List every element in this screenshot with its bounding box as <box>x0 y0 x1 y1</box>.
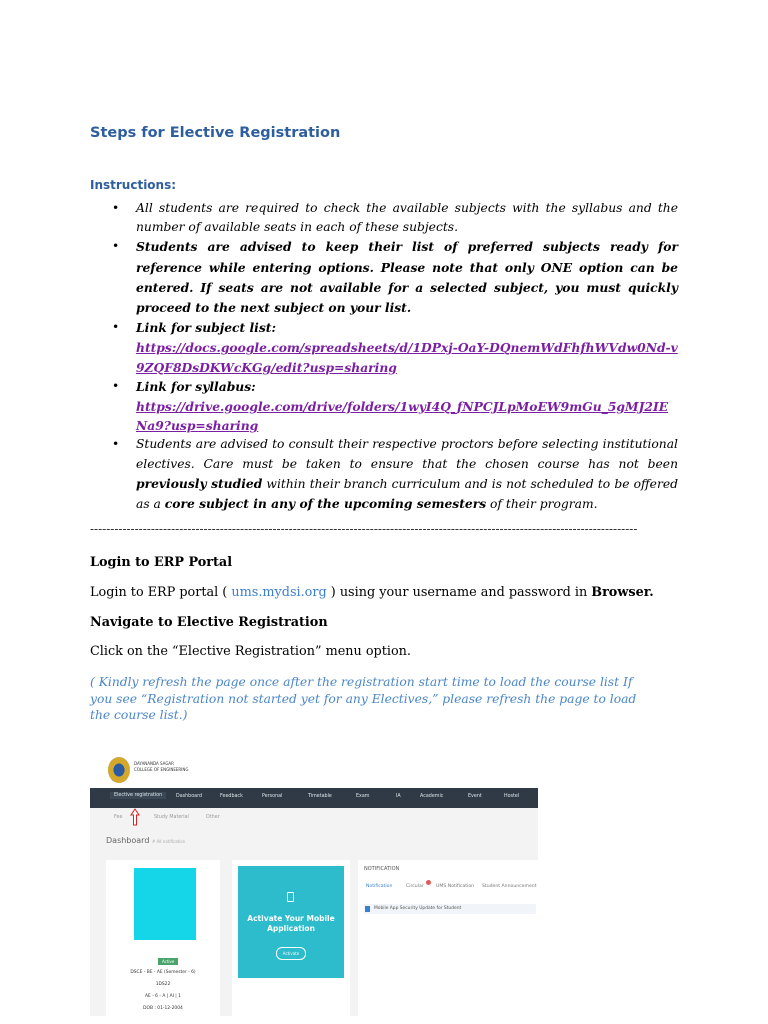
bullet-text: All students are required to check the available subjects with the syllabus and the number of available seats in each of these subjects. <box>136 201 678 235</box>
profile-line: DOB : 01-12-2004 <box>143 1006 183 1011</box>
login-text-after: ) using your username and password in <box>326 585 592 600</box>
tab-circular[interactable]: Circular <box>406 884 424 889</box>
navigate-heading: Navigate to Elective Registration <box>90 615 328 630</box>
screenshot-header <box>90 752 538 788</box>
notification-dot <box>426 880 431 885</box>
document-icon <box>365 906 370 912</box>
login-heading: Login to ERP Portal <box>90 555 233 570</box>
bullet-text: of their program. <box>486 497 598 512</box>
tab-ums-notification[interactable]: UMS Notification <box>436 884 475 889</box>
sub-fee[interactable]: Fee <box>114 815 123 820</box>
notification-row-text: Mobile App Security Update for Student <box>374 906 462 911</box>
browser-text: Browser. <box>591 585 654 600</box>
divider: --------------------------------------------------------------------------------------------------------------------------------------- <box>90 522 638 536</box>
college-name-line: DAYANANDA SAGAR <box>134 761 174 766</box>
nav-personal[interactable]: Personal <box>262 794 283 799</box>
dashboard-label: Dashboard <box>106 836 150 845</box>
nav-timetable[interactable]: Timetable <box>308 794 332 799</box>
login-text <box>90 585 654 600</box>
list-item <box>110 318 678 377</box>
list-item <box>110 237 678 318</box>
nav-ia[interactable]: IA <box>396 794 401 799</box>
bullet: • <box>112 320 120 335</box>
status-badge: Active <box>158 958 178 965</box>
nav-hostel[interactable]: Hostel <box>504 794 520 799</box>
bullet-text-bold: previously studied <box>136 475 263 491</box>
dashboard-title <box>106 836 185 845</box>
phone-icon <box>287 892 294 902</box>
activate-card <box>232 860 350 1016</box>
sub-study-material[interactable]: Study Material <box>154 815 189 820</box>
profile-line: 1DS22 <box>155 982 171 987</box>
instructions-list <box>110 199 678 514</box>
syllabus-label: Link for syllabus: <box>136 378 256 394</box>
erp-portal-link[interactable]: ums.mydsi.org <box>231 585 327 600</box>
screenshot-nav <box>90 788 538 808</box>
profile-line: AE - 6 - A | AI | 1 <box>145 994 181 999</box>
activate-button[interactable]: Activate <box>276 947 306 960</box>
nav-dashboard[interactable]: Dashboard <box>176 794 203 799</box>
bullet: • <box>112 378 120 393</box>
arrow-up-icon <box>130 808 140 826</box>
college-logo-icon <box>108 757 130 783</box>
erp-screenshot <box>90 752 538 1016</box>
nav-feedback[interactable]: Feedback <box>220 794 243 799</box>
list-item <box>110 199 678 237</box>
nav-exam[interactable]: Exam <box>356 794 370 799</box>
nav-event[interactable]: Event <box>468 794 482 799</box>
bullet-text: Students are advised to consult their respective proctors before selecting institutional electives. Care must be taken to ensure that the chosen course has not been <box>136 437 678 471</box>
instructions-heading: Instructions: <box>90 178 177 192</box>
profile-card <box>106 860 220 1016</box>
bullet-text: Students are advised to keep their list of preferred subjects ready for reference while entering options. Please note that only ONE option can be entered. If seats are not available for a selected subject, you must quickly proceed to the next subject on your list. <box>136 239 678 316</box>
profile-line: DSCE - BE - AE (Semester - 6) <box>130 970 196 975</box>
bullet: • <box>112 201 120 215</box>
notification-row[interactable] <box>364 904 536 914</box>
bullet: • <box>112 437 120 452</box>
refresh-note: ( Kindly refresh the page once after the registration start time to load the course list If you see “Registration not started yet for any Electives,” please refresh the page to load the course list.) <box>90 675 637 722</box>
activate-title: Activate Your Mobile Application <box>247 914 335 933</box>
subject-list-link[interactable]: https://docs.google.com/spreadsheets/d/1DPxj-OaY-DQnemWdFhfhWVdw0Nd-v9ZQF8DsDKWcKGg/edit?usp=sharing <box>136 340 678 375</box>
nav-academic[interactable]: Academic <box>420 794 444 799</box>
dashboard-sub: # All notification <box>151 839 186 844</box>
notification-title: NOTIFICATION <box>364 866 400 872</box>
tab-student-announcement[interactable]: Student Announcement <box>482 884 537 889</box>
login-text-before: Login to ERP portal ( <box>90 585 232 600</box>
notification-card <box>358 860 538 1016</box>
bullet: • <box>112 239 120 254</box>
activate-panel <box>238 866 344 978</box>
college-name <box>134 761 188 773</box>
list-item <box>110 377 678 436</box>
sub-other[interactable]: Other <box>206 815 220 820</box>
page-title: Steps for Elective Registration <box>90 125 341 141</box>
tab-notification[interactable]: Notification <box>366 884 393 889</box>
avatar <box>134 868 196 940</box>
bullet-text-bold: core subject in any of the upcoming semesters <box>164 496 487 512</box>
navigate-text: Click on the “Elective Registration” menu option. <box>90 644 411 659</box>
list-item <box>110 435 678 514</box>
nav-elective-registration[interactable]: Elective registration <box>110 792 166 799</box>
subject-list-label: Link for subject list: <box>136 320 276 336</box>
syllabus-link[interactable]: https://drive.google.com/drive/folders/1wyI4Q_fNPCJLpMoEW9mGu_5gMJ2IENa9?usp=sharing <box>136 399 669 434</box>
college-name-line: COLLEGE OF ENGINEERING <box>134 767 189 772</box>
bullet-text: within their branch curriculum and is not scheduled to be offered as a <box>136 476 678 512</box>
